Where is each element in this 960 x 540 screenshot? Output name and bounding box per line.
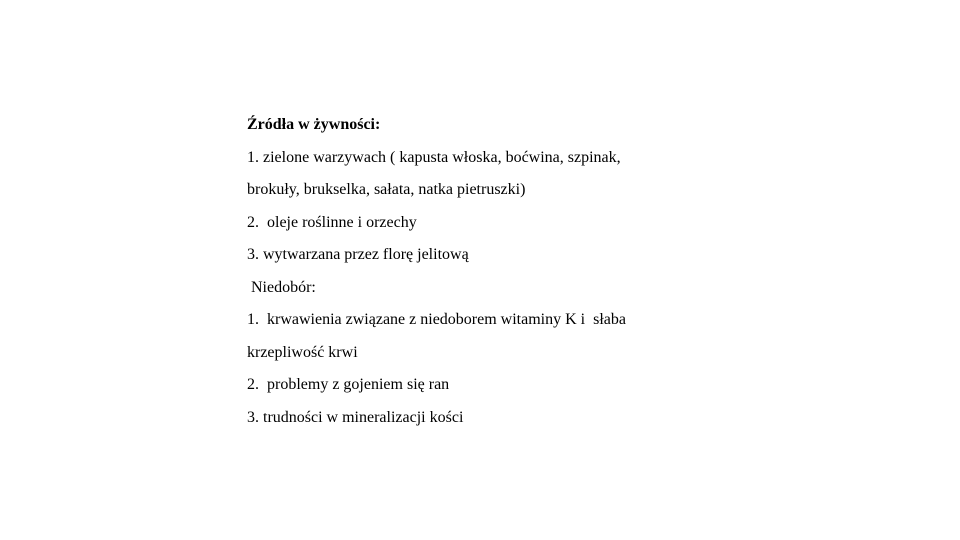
deficiency-item-1-line-2: krzepliwość krwi [247, 343, 358, 361]
deficiency-item-1-line-1: 1. krwawienia związane z niedoborem witaminy K i słaba [247, 311, 626, 328]
sources-heading: Źródła w żywności: [247, 116, 381, 133]
deficiency-item-3: 3. trudności w mineralizacji kości [247, 408, 464, 426]
deficiency-heading: Niedobór: [247, 278, 316, 296]
sources-item-3: 3. wytwarzana przez florę jelitową [247, 246, 469, 263]
sources-item-1-line-2: brokuły, brukselka, sałata, natka pietruszki) [247, 181, 526, 198]
sources-item-1-line-1: 1. zielone warzywach ( kapusta włoska, boćwina, szpinak, [247, 148, 621, 166]
sources-item-2: 2. oleje roślinne i orzechy [247, 213, 417, 231]
slide-text-body [247, 117, 767, 442]
deficiency-item-2: 2. problemy z gojeniem się ran [247, 376, 450, 393]
